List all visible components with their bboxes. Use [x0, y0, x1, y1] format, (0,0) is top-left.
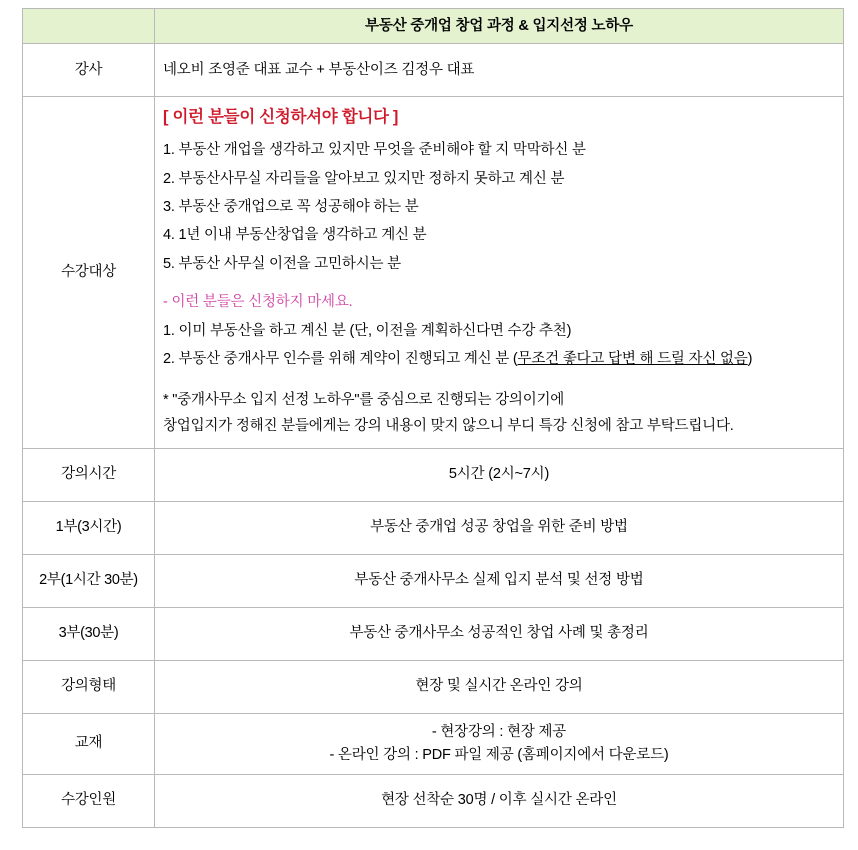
label-capacity: 수강인원	[23, 774, 155, 827]
value-materials	[155, 713, 844, 774]
value-format: 현장 및 실시간 온라인 강의	[155, 660, 844, 713]
table-row-header	[23, 9, 844, 44]
table-row-part2	[23, 554, 844, 607]
table-row-format	[23, 660, 844, 713]
value-instructor: 네오비 조영준 대표 교수 + 부동산이즈 김정우 대표	[155, 44, 844, 97]
label-format: 강의형태	[23, 660, 155, 713]
table-row-audience	[23, 97, 844, 448]
table-row-part1	[23, 501, 844, 554]
course-info-table	[22, 8, 844, 828]
list-item	[163, 348, 835, 370]
label-part3: 3부(30분)	[23, 607, 155, 660]
value-capacity: 현장 선착순 30명 / 이후 실시간 온라인	[155, 774, 844, 827]
exclude-item-2-emphasis: 무조건 좋다고 답변 해 드릴 자신 없음	[517, 351, 748, 368]
label-part2: 2부(1시간 30분)	[23, 554, 155, 607]
list-item: 1. 이미 부동산을 하고 계신 분 (단, 이전을 계획하신다면 수강 추천)	[163, 322, 572, 339]
audience-exclude-list	[163, 320, 835, 371]
exclude-item-2-post: )	[747, 351, 753, 368]
value-part3: 부동산 중개사무소 성공적인 창업 사례 및 총정리	[155, 607, 844, 660]
label-part1: 1부(3시간)	[23, 501, 155, 554]
list-item: 4. 1년 이내 부동산창업을 생각하고 계신 분	[163, 227, 427, 244]
label-materials: 교재	[23, 713, 155, 774]
label-duration: 강의시간	[23, 448, 155, 501]
header-blank-cell	[23, 9, 155, 44]
table-row-instructor	[23, 44, 844, 97]
label-audience: 수강대상	[23, 97, 155, 448]
audience-apply-list	[163, 139, 835, 275]
materials-line-2: - 온라인 강의 : PDF 파일 제공 (홈페이지에서 다운로드)	[329, 747, 669, 764]
table-row-part3	[23, 607, 844, 660]
course-title: 부동산 중개업 창업 과정 & 입지선정 노하우	[155, 9, 844, 44]
audience-exclude-title: - 이런 분들은 신청하지 마세요.	[163, 294, 353, 311]
materials-line-1: - 현장강의 : 현장 제공	[431, 723, 567, 740]
value-duration: 5시간 (2시~7시)	[155, 448, 844, 501]
label-instructor: 강사	[23, 44, 155, 97]
audience-note-line-1: * "중개사무소 입지 선정 노하우"를 중심으로 진행되는 강의이기에	[163, 391, 565, 408]
value-audience	[155, 97, 844, 448]
audience-note	[163, 389, 835, 438]
value-part1: 부동산 중개업 성공 창업을 위한 준비 방법	[155, 501, 844, 554]
list-item: 3. 부동산 중개업으로 꼭 성공해야 하는 분	[163, 198, 419, 215]
audience-apply-title: [ 이런 분들이 신청하셔야 합니다 ]	[163, 108, 399, 127]
exclude-item-2-pre: 2. 부동산 중개사무 인수를 위해 계약이 진행되고 계신 분 (	[163, 351, 518, 368]
table-row-materials	[23, 713, 844, 774]
list-item: 5. 부동산 사무실 이전을 고민하시는 분	[163, 255, 401, 272]
table-row-capacity	[23, 774, 844, 827]
list-item: 2. 부동산사무실 자리들을 알아보고 있지만 정하지 못하고 계신 분	[163, 170, 565, 187]
list-item: 1. 부동산 개업을 생각하고 있지만 무엇을 준비해야 할 지 막막하신 분	[163, 142, 586, 159]
audience-note-line-2: 창업입지가 정해진 분들에게는 강의 내용이 맞지 않으니 부디 특강 신청에 참고 부탁드립니다.	[163, 418, 734, 435]
value-part2: 부동산 중개사무소 실제 입지 분석 및 선정 방법	[155, 554, 844, 607]
table-row-duration	[23, 448, 844, 501]
